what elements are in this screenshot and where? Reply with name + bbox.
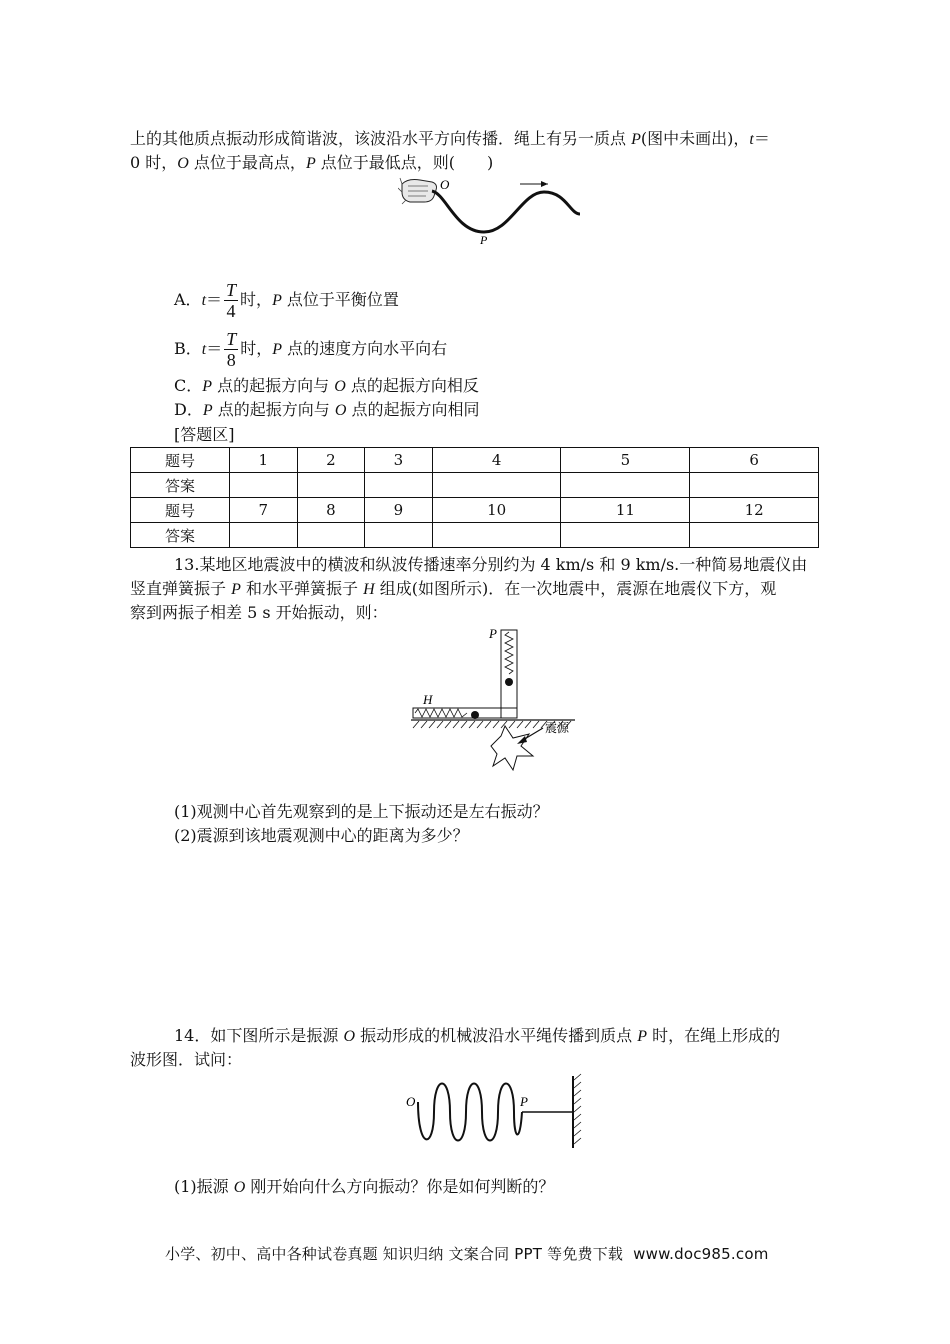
option-a[interactable]: A．t＝ $\frac{T}{4}$ 时，P 点位于平衡位置	[174, 280, 399, 321]
horizontal-spring	[415, 709, 467, 717]
question-number: 1	[230, 448, 298, 473]
answer-cell[interactable]	[561, 473, 690, 498]
row-label-answer: 答案	[131, 473, 230, 498]
question-number: 10	[432, 498, 561, 523]
question-number: 3	[365, 448, 433, 473]
q14-line2: 波形图．试问：	[130, 1050, 243, 1069]
epicenter-burst-icon	[491, 726, 533, 770]
q14-line1: 14．如下图所示是振源 O 振动形成的机械波沿水平绳传播到质点 P 时，在绳上形成的	[174, 1026, 781, 1045]
table-row	[131, 498, 819, 523]
answer-table	[130, 447, 819, 548]
page-footer	[165, 1243, 779, 1264]
q14-sub1: (1)振源 O 刚开始向什么方向振动？你是如何判断的？	[174, 1177, 555, 1196]
question-number: 2	[297, 448, 365, 473]
vertical-oscillator-ball	[505, 678, 513, 686]
question-number: 5	[561, 448, 690, 473]
horizontal-oscillator-ball	[471, 711, 479, 719]
mechanical-wave-figure	[404, 1072, 590, 1152]
q13-sub2: (2)震源到该地震观测中心的距离为多少？	[174, 826, 469, 845]
answer-cell[interactable]	[297, 473, 365, 498]
answer-cell[interactable]	[690, 473, 819, 498]
question-number: 4	[432, 448, 561, 473]
hand-icon	[398, 178, 437, 204]
question-number: 9	[365, 498, 433, 523]
q13-line1: 13.某地区地震波中的横波和纵波传播速率分别约为 4 km/s 和 9 km/s.一种简易地震仪由	[174, 555, 808, 574]
q13-line2: 竖直弹簧振子 P 和水平弹簧振子 H 组成(如图所示)．在一次地震中，震源在地震仪下方，观	[130, 579, 777, 598]
option-b[interactable]: B．t＝ $\frac{T}{8}$ 时，P 点的速度方向水平向右	[174, 329, 448, 370]
fraction-t-over-4: $\frac{T}{4}$	[226, 280, 237, 321]
q12-stem-line2: 0 时，O 点位于最高点，P 点位于最低点，则( )	[130, 153, 494, 172]
fig-label-p: P	[520, 1094, 528, 1109]
answer-area-title: [答题区]	[174, 425, 235, 444]
answer-cell[interactable]	[297, 523, 365, 548]
q13-sub1: (1)观测中心首先观察到的是上下振动还是左右振动？	[174, 802, 549, 821]
row-label-answer: 答案	[131, 523, 230, 548]
answer-cell[interactable]	[690, 523, 819, 548]
wall-hatching	[574, 1074, 581, 1144]
vertical-spring	[505, 632, 513, 674]
fig-label-p: P	[480, 233, 488, 247]
epicenter-pointer	[523, 728, 543, 740]
row-label-number: 题号	[131, 448, 230, 473]
question-number: 12	[690, 498, 819, 523]
answer-cell[interactable]	[230, 473, 298, 498]
footer-url[interactable]: www.doc985.com	[633, 1245, 769, 1263]
fig-label-o: O	[440, 177, 450, 192]
fig-label-p: P	[489, 626, 497, 641]
answer-cell[interactable]	[432, 523, 561, 548]
wave-curve	[432, 191, 580, 232]
row-label-number: 题号	[131, 498, 230, 523]
q13-line3: 察到两振子相差 5 s 开始振动，则：	[130, 603, 388, 622]
question-number: 7	[230, 498, 298, 523]
fig-label-o: O	[406, 1094, 416, 1109]
answer-cell[interactable]	[561, 523, 690, 548]
answer-cell[interactable]	[230, 523, 298, 548]
question-number: 11	[561, 498, 690, 523]
seismometer-figure	[405, 624, 585, 774]
sine-wave	[418, 1084, 522, 1141]
q12-stem-line1: 上的其他质点振动形成简谐波，该波沿水平方向传播．绳上有另一质点 P(图中未画出)，t＝	[130, 129, 770, 148]
table-row	[131, 523, 819, 548]
option-c[interactable]: C．P 点的起振方向与 O 点的起振方向相反	[174, 376, 479, 395]
fig-label-source: 震源	[545, 721, 570, 735]
fig-label-h: H	[423, 692, 433, 707]
arrow-right-icon	[541, 181, 548, 187]
answer-cell[interactable]	[365, 473, 433, 498]
table-row	[131, 448, 819, 473]
question-number: 6	[690, 448, 819, 473]
table-row	[131, 473, 819, 498]
option-d[interactable]: D．P 点的起振方向与 O 点的起振方向相同	[174, 400, 480, 419]
answer-cell[interactable]	[365, 523, 433, 548]
question-number: 8	[297, 498, 365, 523]
fraction-t-over-8: $\frac{T}{8}$	[226, 329, 237, 370]
answer-cell[interactable]	[432, 473, 561, 498]
rope-wave-figure	[398, 172, 588, 248]
footer-text: 小学、初中、高中各种试卷真题 知识归纳 文案合同 PPT 等免费下载	[165, 1245, 624, 1263]
